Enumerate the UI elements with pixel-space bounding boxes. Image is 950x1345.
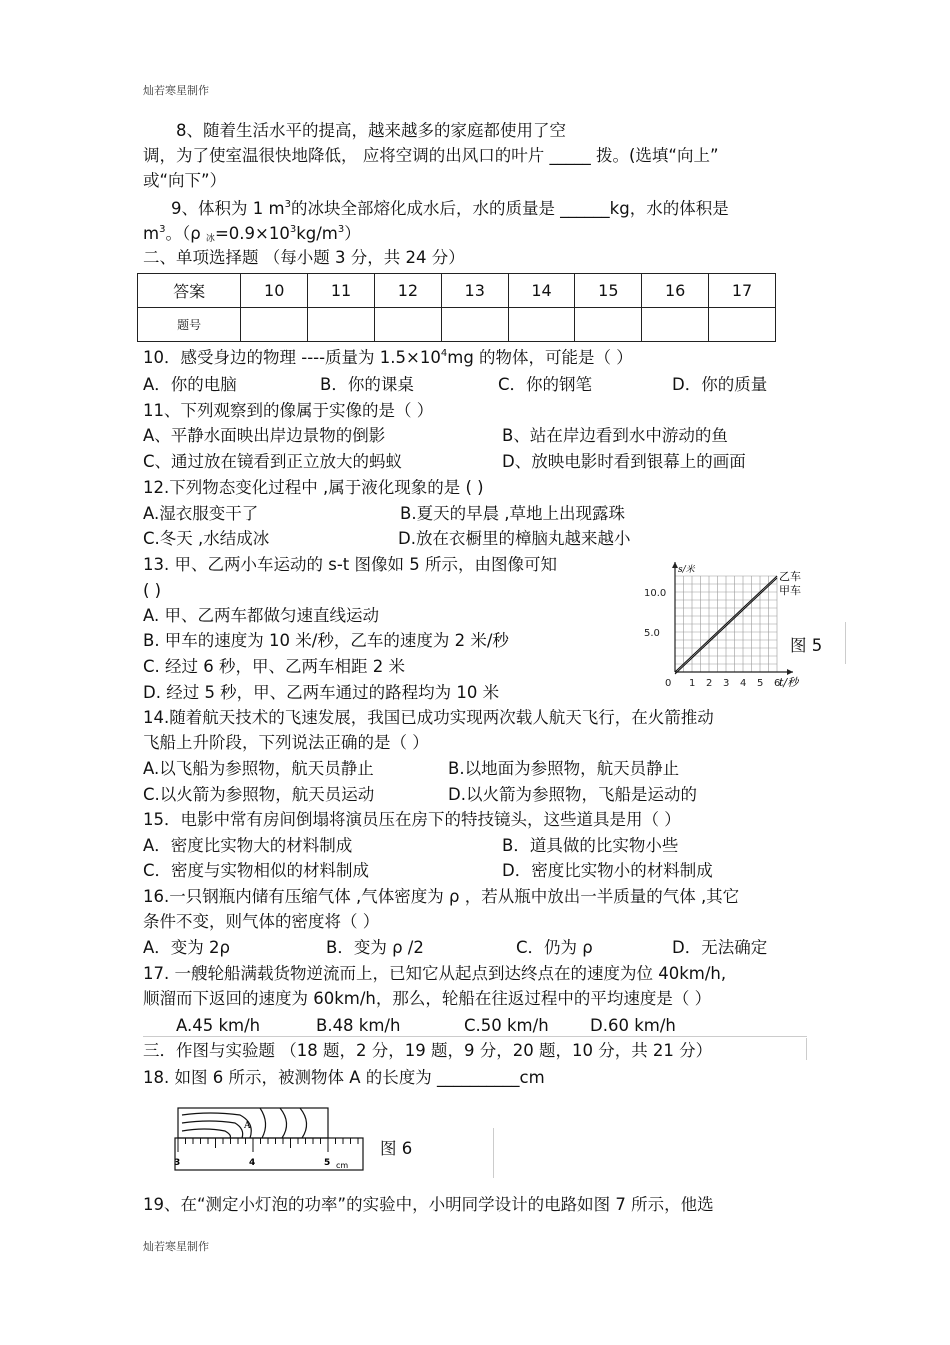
- q15-option-a: A．密度比实物大的材料制成: [143, 836, 353, 855]
- q11-option-d: D、放映电影时看到银幕上的画面: [502, 452, 746, 471]
- answer-cell: 11: [308, 274, 375, 308]
- q13-option-a: A. 甲、乙两车都做匀速直线运动: [143, 606, 379, 625]
- q12-option-b: B.夏天的早晨 ,草地上出现露珠: [400, 504, 626, 523]
- x-tick-label: 3: [723, 678, 730, 689]
- page-header: 灿若寒星制作: [143, 84, 209, 97]
- q10-option-c: C．你的钢笔: [498, 375, 593, 394]
- q12-option-d: D.放在衣橱里的樟脑丸越来越小: [398, 529, 631, 548]
- q12-option-c: C.冬天 ,水结成冰: [143, 529, 270, 548]
- q16-stem-line2: 条件不变，则气体的密度将（ ）: [143, 912, 380, 931]
- answer-cell: 10: [241, 274, 308, 308]
- q10-option-d: D．你的质量: [672, 375, 768, 394]
- q14-stem-line2: 飞船上升阶段，下列说法正确的是（ ）: [143, 733, 429, 752]
- section3-title: 三．作图与实验题 （18 题，2 分，19 题，9 分，20 题，10 分，共 21 分）: [143, 1041, 713, 1060]
- q14-option-c: C.以火箭为参照物，航天员运动: [143, 785, 375, 804]
- object-label-a: A: [244, 1121, 251, 1131]
- answer-cell: 16: [642, 274, 709, 308]
- q10-stem: 10．感受身边的物理 ----质量为 $1.5\times 10^4mg$ 的物体，可能是（ ）: [143, 348, 633, 367]
- answer-blank[interactable]: [374, 308, 441, 342]
- answer-blank[interactable]: [508, 308, 575, 342]
- q16-option-a: A．变为 2ρ: [143, 938, 231, 957]
- q8-line1: 8、随着生活水平的提高，越来越多的家庭都使用了空: [176, 121, 566, 140]
- q15-option-d: D．密度比实物小的材料制成: [502, 861, 713, 880]
- answer-blank[interactable]: [308, 308, 375, 342]
- q17-option-d: D.60 km/h: [590, 1016, 676, 1035]
- answer-blank[interactable]: [441, 308, 508, 342]
- q17-option-b: B.48 km/h: [316, 1016, 401, 1035]
- q14-option-b: B.以地面为参照物，航天员静止: [448, 759, 680, 778]
- answer-cell: 13: [441, 274, 508, 308]
- x-axis-label: t/秒: [779, 676, 799, 689]
- answer-cell: 12: [374, 274, 441, 308]
- q14-option-d: D.以火箭为参照物，飞船是运动的: [448, 785, 697, 804]
- answer-blank[interactable]: [241, 308, 308, 342]
- ruler-ticks: [178, 1138, 358, 1152]
- x-tick-label: 0: [665, 678, 672, 689]
- q15-option-b: B．道具做的比实物小些: [502, 836, 679, 855]
- figure6-label: 图 6: [380, 1139, 413, 1158]
- q11-stem: 11、下列观察到的像属于实像的是（ ）: [143, 401, 434, 420]
- x-tick-label: 5: [757, 678, 764, 689]
- section2-title: 二、单项选择题 （每小题 3 分，共 24 分）: [143, 248, 465, 267]
- answer-cell: 14: [508, 274, 575, 308]
- q13-stem-line1: 13. 甲、乙两小车运动的 s-t 图像如 5 所示，由图像可知: [143, 555, 557, 574]
- q9-line2: $m^3$。（ρ $_冰=0.9\times 10^3kg/m^3$）: [143, 224, 361, 244]
- answer-row-label: 题号: [138, 308, 241, 342]
- q14-option-a: A.以飞船为参照物，航天员静止: [143, 759, 374, 778]
- q15-stem: 15．电影中常有房间倒塌将演员压在房下的特技镜头，这些道具是用（ ）: [143, 810, 681, 829]
- divider: [806, 1038, 807, 1060]
- q17-stem-line2: 顺溜而下返回的速度为 60km/h，那么，轮船在往返过程中的平均速度是（ ）: [143, 989, 712, 1008]
- divider: [845, 622, 846, 664]
- q12-stem: 12.下列物态变化过程中 ,属于液化现象的是 ( ): [143, 478, 484, 497]
- q13-stem-line2: ( ): [143, 581, 162, 600]
- q15-option-c: C．密度与实物相似的材料制成: [143, 861, 370, 880]
- divider: [493, 1128, 494, 1178]
- q10-option-a: A．你的电脑: [143, 375, 237, 394]
- x-tick-label: 2: [706, 678, 713, 689]
- divider: [143, 1036, 807, 1037]
- answer-table: [137, 273, 776, 342]
- answer-cell: 15: [575, 274, 642, 308]
- x-tick-label: 1: [689, 678, 696, 689]
- q16-option-c: C．仍为 ρ: [516, 938, 593, 957]
- q16-stem-line1: 16.一只钢瓶内储有压缩气体 ,气体密度为 ρ ，若从瓶中放出一半质量的气体 ,其它: [143, 887, 740, 906]
- q18-stem: 18. 如图 6 所示，被测物体 A 的长度为 __________cm: [143, 1068, 545, 1087]
- answer-table-row2: [138, 308, 776, 342]
- q10-option-b: B．你的课桌: [320, 375, 414, 394]
- q14-stem-line1: 14.随着航天技术的飞速发展，我国已成功实现两次载人航天飞行，在火箭推动: [143, 708, 714, 727]
- y-tick-label: 10.0: [644, 588, 667, 599]
- ruler-number-4: 4: [249, 1158, 256, 1168]
- page-footer: 灿若寒星制作: [143, 1240, 209, 1253]
- q13-option-b: B. 甲车的速度为 10 米/秒，乙车的速度为 2 米/秒: [143, 631, 509, 650]
- q11-option-b: B、站在岸边看到水中游动的鱼: [502, 426, 728, 445]
- q13-option-d: D. 经过 5 秒，甲、乙两车通过的路程均为 10 米: [143, 683, 500, 702]
- q11-option-c: C、通过放在镜看到正立放大的蚂蚁: [143, 452, 403, 471]
- q11-option-a: A、平静水面映出岸边景物的倒影: [143, 426, 386, 445]
- q12-option-a: A.湿衣服变干了: [143, 504, 259, 523]
- series-label-jia: 甲车: [779, 584, 801, 597]
- measured-object-a: [178, 1108, 328, 1138]
- q13-option-c: C. 经过 6 秒，甲、乙两车相距 2 米: [143, 657, 405, 676]
- q16-option-b: B．变为 ρ /2: [326, 938, 424, 957]
- y-axis-label: s/米: [678, 565, 695, 575]
- ruler-number-3: 3: [174, 1158, 181, 1168]
- q8-line3: 或“向下”）: [143, 171, 227, 190]
- series-label-yi: 乙车: [779, 570, 801, 583]
- y-tick-label: 5.0: [644, 628, 660, 639]
- ruler-unit: cm: [336, 1161, 349, 1170]
- answer-cell: 答案: [138, 274, 241, 308]
- q9-line1: 9、体积为 1 $m^3$的冰块全部熔化成水后，水的质量是 ______kg，水的体积是: [171, 199, 729, 218]
- q8-line2: 调，为了使室温很快地降低， 应将空调的出风口的叶片 _____ 拨。(选填“向上”: [143, 146, 719, 165]
- q17-option-a: A.45 km/h: [176, 1016, 261, 1035]
- st-chart: [640, 560, 823, 690]
- figure5-label: 图 5: [790, 636, 823, 655]
- answer-blank[interactable]: [709, 308, 776, 342]
- ruler-number-5: 5: [324, 1158, 331, 1168]
- q16-option-d: D．无法确定: [672, 938, 768, 957]
- x-tick-label: 6: [774, 678, 781, 689]
- x-tick-label: 4: [740, 678, 747, 689]
- answer-cell: 17: [709, 274, 776, 308]
- answer-blank[interactable]: [642, 308, 709, 342]
- q17-option-c: C.50 km/h: [464, 1016, 549, 1035]
- q17-stem-line1: 17. 一艘轮船满载货物逆流而上，已知它从起点到达终点在的速度为位 40km/h,: [143, 964, 727, 983]
- q19-stem: 19、在“测定小灯泡的功率”的实验中，小明同学设计的电路如图 7 所示，他选: [143, 1195, 714, 1214]
- ruler-figure: [170, 1105, 370, 1180]
- x-axis-arrow: [787, 669, 793, 675]
- answer-table-row1: [138, 274, 776, 308]
- ruler-body: [175, 1138, 363, 1170]
- answer-blank[interactable]: [575, 308, 642, 342]
